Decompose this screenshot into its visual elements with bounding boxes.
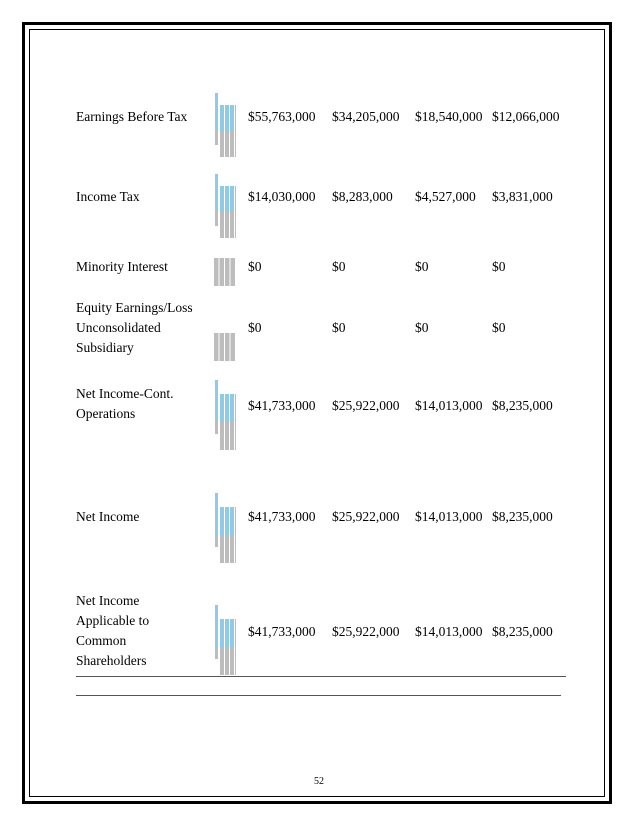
value-ebt-col4: $12,066,000: [492, 109, 560, 124]
value-net-income-col3: $14,013,000: [415, 509, 483, 524]
row-label-net-income: Net Income: [76, 509, 140, 524]
value-net-income-col2: $25,922,000: [332, 509, 400, 524]
value-equity-col1: $0: [248, 320, 262, 335]
value-net-income-col4: $8,235,000: [492, 509, 553, 524]
row-label-earnings-before-tax: Earnings Before Tax: [76, 109, 188, 124]
sparkline-net-income-applicable: [214, 605, 236, 669]
sparkline-net-income-cont-operations: [214, 380, 236, 444]
row-label-net-income-applicable: Net Income Applicable to Common Shareholders: [76, 593, 150, 668]
divider-line-1: [76, 676, 566, 677]
value-minority-col2: $0: [332, 259, 346, 274]
value-minority-col3: $0: [415, 259, 429, 274]
value-ebt-col3: $18,540,000: [415, 109, 483, 124]
value-net-applicable-col1: $41,733,000: [248, 624, 316, 639]
value-equity-col2: $0: [332, 320, 346, 335]
row-label-equity-earnings: Equity Earnings/Loss Unconsolidated Subsidiary: [76, 300, 193, 355]
value-minority-col4: $0: [492, 259, 506, 274]
row-label-minority-interest: Minority Interest: [76, 259, 168, 274]
divider-line-2: [76, 695, 561, 696]
value-net-cont-col1: $41,733,000: [248, 398, 316, 413]
value-net-cont-col2: $25,922,000: [332, 398, 400, 413]
value-net-applicable-col2: $25,922,000: [332, 624, 400, 639]
value-net-cont-col3: $14,013,000: [415, 398, 483, 413]
row-label-net-income-cont-operations: Net Income-Cont. Operations: [76, 386, 174, 421]
value-income-tax-col3: $4,527,000: [415, 189, 476, 204]
value-net-applicable-col3: $14,013,000: [415, 624, 483, 639]
value-net-income-col1: $41,733,000: [248, 509, 316, 524]
row-label-income-tax: Income Tax: [76, 189, 140, 204]
sparkline-minority-interest: [214, 258, 236, 286]
value-ebt-col1: $55,763,000: [248, 109, 316, 124]
value-equity-col3: $0: [415, 320, 429, 335]
value-income-tax-col4: $3,831,000: [492, 189, 553, 204]
value-minority-col1: $0: [248, 259, 262, 274]
sparkline-earnings-before-tax: [214, 93, 236, 157]
sparkline-income-tax: [214, 174, 236, 238]
value-net-cont-col4: $8,235,000: [492, 398, 553, 413]
sparkline-equity-earnings: [214, 333, 236, 361]
value-equity-col4: $0: [492, 320, 506, 335]
value-income-tax-col2: $8,283,000: [332, 189, 393, 204]
value-net-applicable-col4: $8,235,000: [492, 624, 553, 639]
value-ebt-col2: $34,205,000: [332, 109, 400, 124]
page-number: 52: [314, 776, 324, 787]
value-income-tax-col1: $14,030,000: [248, 189, 316, 204]
sparkline-net-income: [214, 493, 236, 557]
